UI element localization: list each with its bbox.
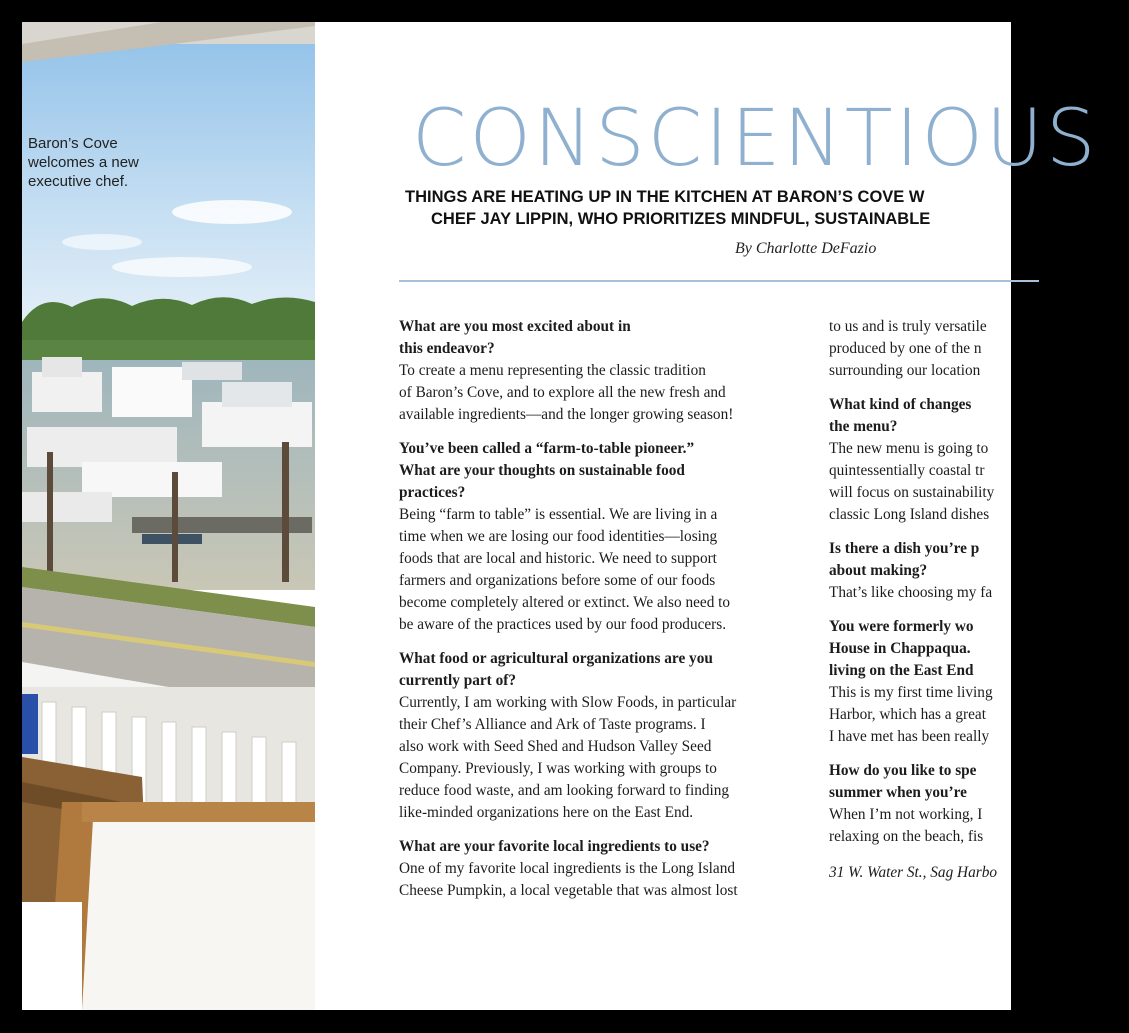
question-line: How do you like to spe <box>829 762 977 779</box>
question-line: You were formerly wo <box>829 618 974 635</box>
caption-line: executive chef. <box>28 173 129 190</box>
answer-line: Company. Previously, I was working with groups to <box>399 760 717 777</box>
caption-line: Baron’s Cove <box>28 135 118 152</box>
question-line: currently part of? <box>399 672 516 689</box>
question-line: this endeavor? <box>399 340 495 357</box>
answer-line: be aware of the practices used by our food producers. <box>399 616 727 633</box>
answer-line: like-minded organizations here on the East End. <box>399 804 694 821</box>
divider-rule <box>399 280 1039 282</box>
question-line: the menu? <box>829 418 898 435</box>
magazine-spread <box>22 22 1099 1010</box>
article-column-2 <box>829 316 1129 884</box>
question-line: House in Chappaqua. <box>829 640 971 657</box>
answer-line: classic Long Island dishes <box>829 506 990 523</box>
question-line: What are your favorite local ingredients to use? <box>399 838 710 855</box>
answer-line: foods that are local and historic. We need to support <box>399 550 717 567</box>
answer-line: Currently, I am working with Slow Foods, in particular <box>399 694 737 711</box>
answer-line: relaxing on the beach, fis <box>829 828 984 845</box>
question-line: about making? <box>829 562 928 579</box>
article-headline: CONSCIENTIOUS <box>412 94 1099 184</box>
qa-block <box>829 316 1129 382</box>
answer-line: also work with Seed Shed and Hudson Valley Seed <box>399 738 712 755</box>
article-column-1 <box>399 316 804 914</box>
deck-line: THINGS ARE HEATING UP IN THE KITCHEN AT BARON’S COVE W <box>405 188 925 206</box>
deck-line: CHEF JAY LIPPIN, WHO PRIORITIZES MINDFUL, SUSTAINABLE <box>431 210 931 228</box>
article-page <box>315 22 1099 1010</box>
qa-block <box>829 760 1129 848</box>
answer-line: reduce food waste, and am looking forward to finding <box>399 782 730 799</box>
question-line: What are your thoughts on sustainable food <box>399 462 685 479</box>
caption-line: welcomes a new <box>28 154 139 171</box>
question-line: practices? <box>399 484 466 501</box>
answer-line: will focus on sustainability <box>829 484 995 501</box>
qa-block <box>399 648 804 824</box>
answer-line: produced by one of the n <box>829 340 982 357</box>
qa-block <box>829 616 1129 748</box>
question-line: summer when you’re <box>829 784 967 801</box>
question-line: You’ve been called a “farm-to-table pioneer.” <box>399 440 695 457</box>
answer-line: of Baron’s Cove, and to explore all the new fresh and <box>399 384 726 401</box>
answer-line: surrounding our location <box>829 362 981 379</box>
qa-block <box>829 394 1129 526</box>
answer-line: Being “farm to table” is essential. We are living in a <box>399 506 718 523</box>
answer-line: become completely altered or extinct. We also need to <box>399 594 731 611</box>
answer-line: When I’m not working, I <box>829 806 983 823</box>
question-line: What food or agricultural organizations are you <box>399 650 713 667</box>
qa-block <box>399 316 804 426</box>
answer-line: To create a menu representing the classic tradition <box>399 362 706 379</box>
article-deck <box>405 186 1105 230</box>
question-line: What kind of changes <box>829 396 972 413</box>
answer-line: farmers and organizations before some of our foods <box>399 572 716 589</box>
venue-address: 31 W. Water St., Sag Harbo <box>829 864 997 881</box>
qa-block <box>399 438 804 636</box>
byline: By Charlotte DeFazio <box>735 240 877 257</box>
question-line: Is there a dish you’re p <box>829 540 980 557</box>
photo-caption <box>28 134 228 191</box>
answer-line: This is my first time living <box>829 684 993 701</box>
answer-line: That’s like choosing my fa <box>829 584 993 601</box>
answer-line: One of my favorite local ingredients is the Long Island <box>399 860 736 877</box>
answer-line: to us and is truly versatile <box>829 318 987 335</box>
qa-block <box>829 538 1129 604</box>
answer-line: Harbor, which has a great <box>829 706 986 723</box>
answer-line: quintessentially coastal tr <box>829 462 985 479</box>
answer-line: available ingredients—and the longer growing season! <box>399 406 734 423</box>
answer-line: I have met has been really <box>829 728 990 745</box>
answer-line: their Chef’s Alliance and Ark of Taste programs. I <box>399 716 706 733</box>
question-line: living on the East End <box>829 662 974 679</box>
answer-line: time when we are losing our food identities—losing <box>399 528 718 545</box>
answer-line: The new menu is going to <box>829 440 989 457</box>
marina-photo <box>22 22 315 1010</box>
qa-block <box>399 836 804 902</box>
question-line: What are you most excited about in <box>399 318 631 335</box>
answer-line: Cheese Pumpkin, a local vegetable that was almost lost <box>399 882 738 899</box>
